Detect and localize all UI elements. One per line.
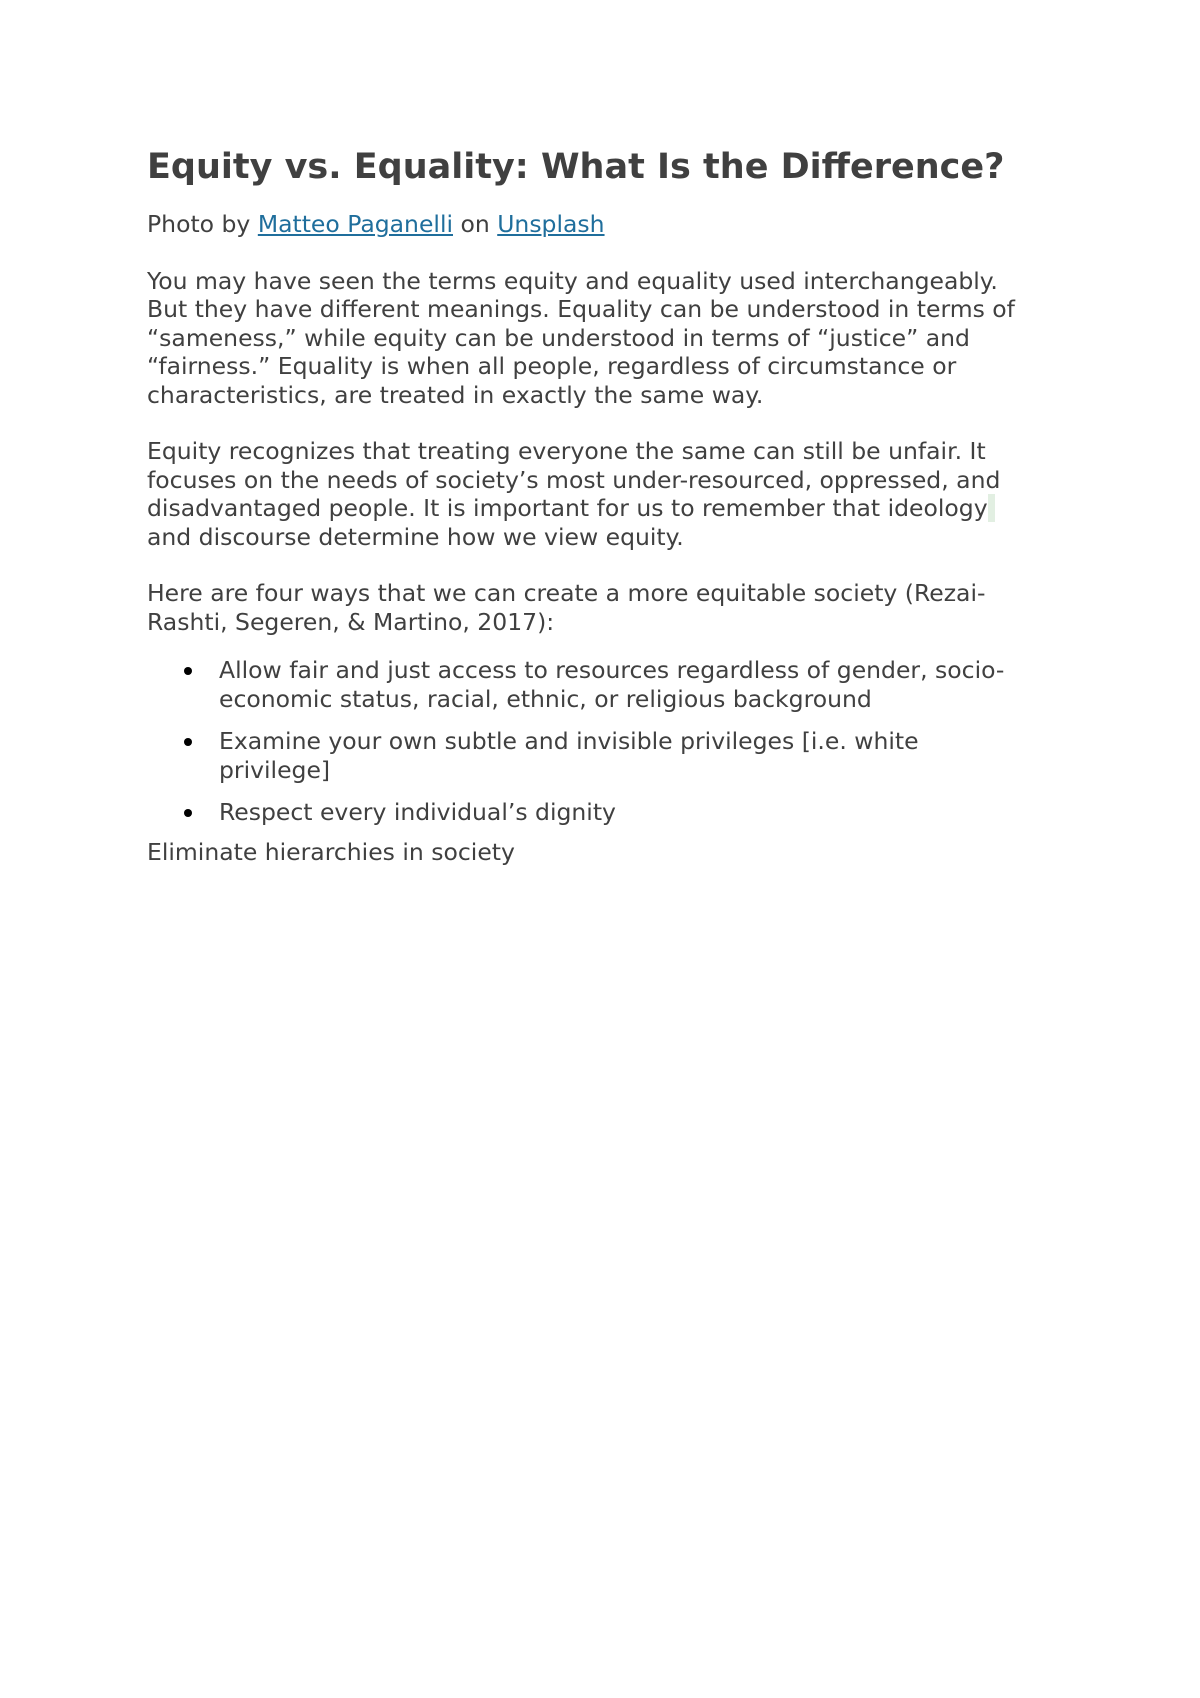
paragraph-line: Rashti, Segeren, & Martino, 2017):	[147, 607, 555, 636]
paragraph-line-text: disadvantaged people. It is important for us to remember that ideology	[147, 494, 988, 522]
paragraph-line: “sameness,” while equity can be understood in terms of “justice” and	[147, 323, 970, 352]
photographer-link[interactable]: Matteo Paganelli	[257, 210, 453, 238]
bullet-icon	[184, 738, 192, 746]
paragraph-line: and discourse determine how we view equity.	[147, 522, 684, 551]
bullet-icon	[184, 667, 192, 675]
list-item	[147, 727, 1067, 785]
list-item-line: Respect every individual’s dignity	[219, 798, 616, 826]
credit-middle: on	[453, 210, 498, 238]
credit-prefix: Photo by	[147, 210, 258, 238]
list-item-line: Allow fair and just access to resources regardless of gender, socio-	[219, 656, 1005, 684]
ways-list	[147, 656, 1067, 827]
paragraph-line: focuses on the needs of society’s most under-resourced, oppressed, and	[147, 465, 1001, 494]
paragraph-line: “fairness.” Equality is when all people, regardless of circumstance or	[147, 352, 957, 380]
paragraph-equality	[147, 267, 1067, 410]
paragraph-intro-list	[147, 579, 1067, 636]
list-item-line: Examine your own subtle and invisible privileges [i.e. white	[219, 727, 919, 755]
closing-line: Eliminate hierarchies in society	[147, 838, 515, 866]
list-item-line: privilege]	[219, 756, 331, 784]
paragraph-line: Equity recognizes that treating everyone the same can still be unfair. It	[147, 437, 986, 465]
paragraph-line: Here are four ways that we can create a more equitable society (Rezai-	[147, 579, 986, 607]
unsplash-link[interactable]: Unsplash	[497, 210, 605, 238]
page-title: Equity vs. Equality: What Is the Difference?	[147, 147, 1005, 187]
paragraph-line: characteristics, are treated in exactly the same way.	[147, 380, 764, 409]
bullet-icon	[184, 809, 192, 817]
photo-credit	[147, 210, 1067, 239]
paragraph-line-highlighted	[147, 494, 1067, 523]
document-page	[147, 138, 1067, 891]
paragraph-line: You may have seen the terms equity and equality used interchangeably.	[147, 266, 998, 295]
text-highlight-marker	[988, 494, 995, 522]
paragraph-equity	[147, 437, 1067, 551]
list-item-line: economic status, racial, ethnic, or religious background	[219, 685, 872, 713]
list-item	[147, 656, 1067, 714]
list-item	[147, 798, 1067, 827]
paragraph-line: But they have different meanings. Equality can be understood in terms of	[147, 295, 1015, 323]
